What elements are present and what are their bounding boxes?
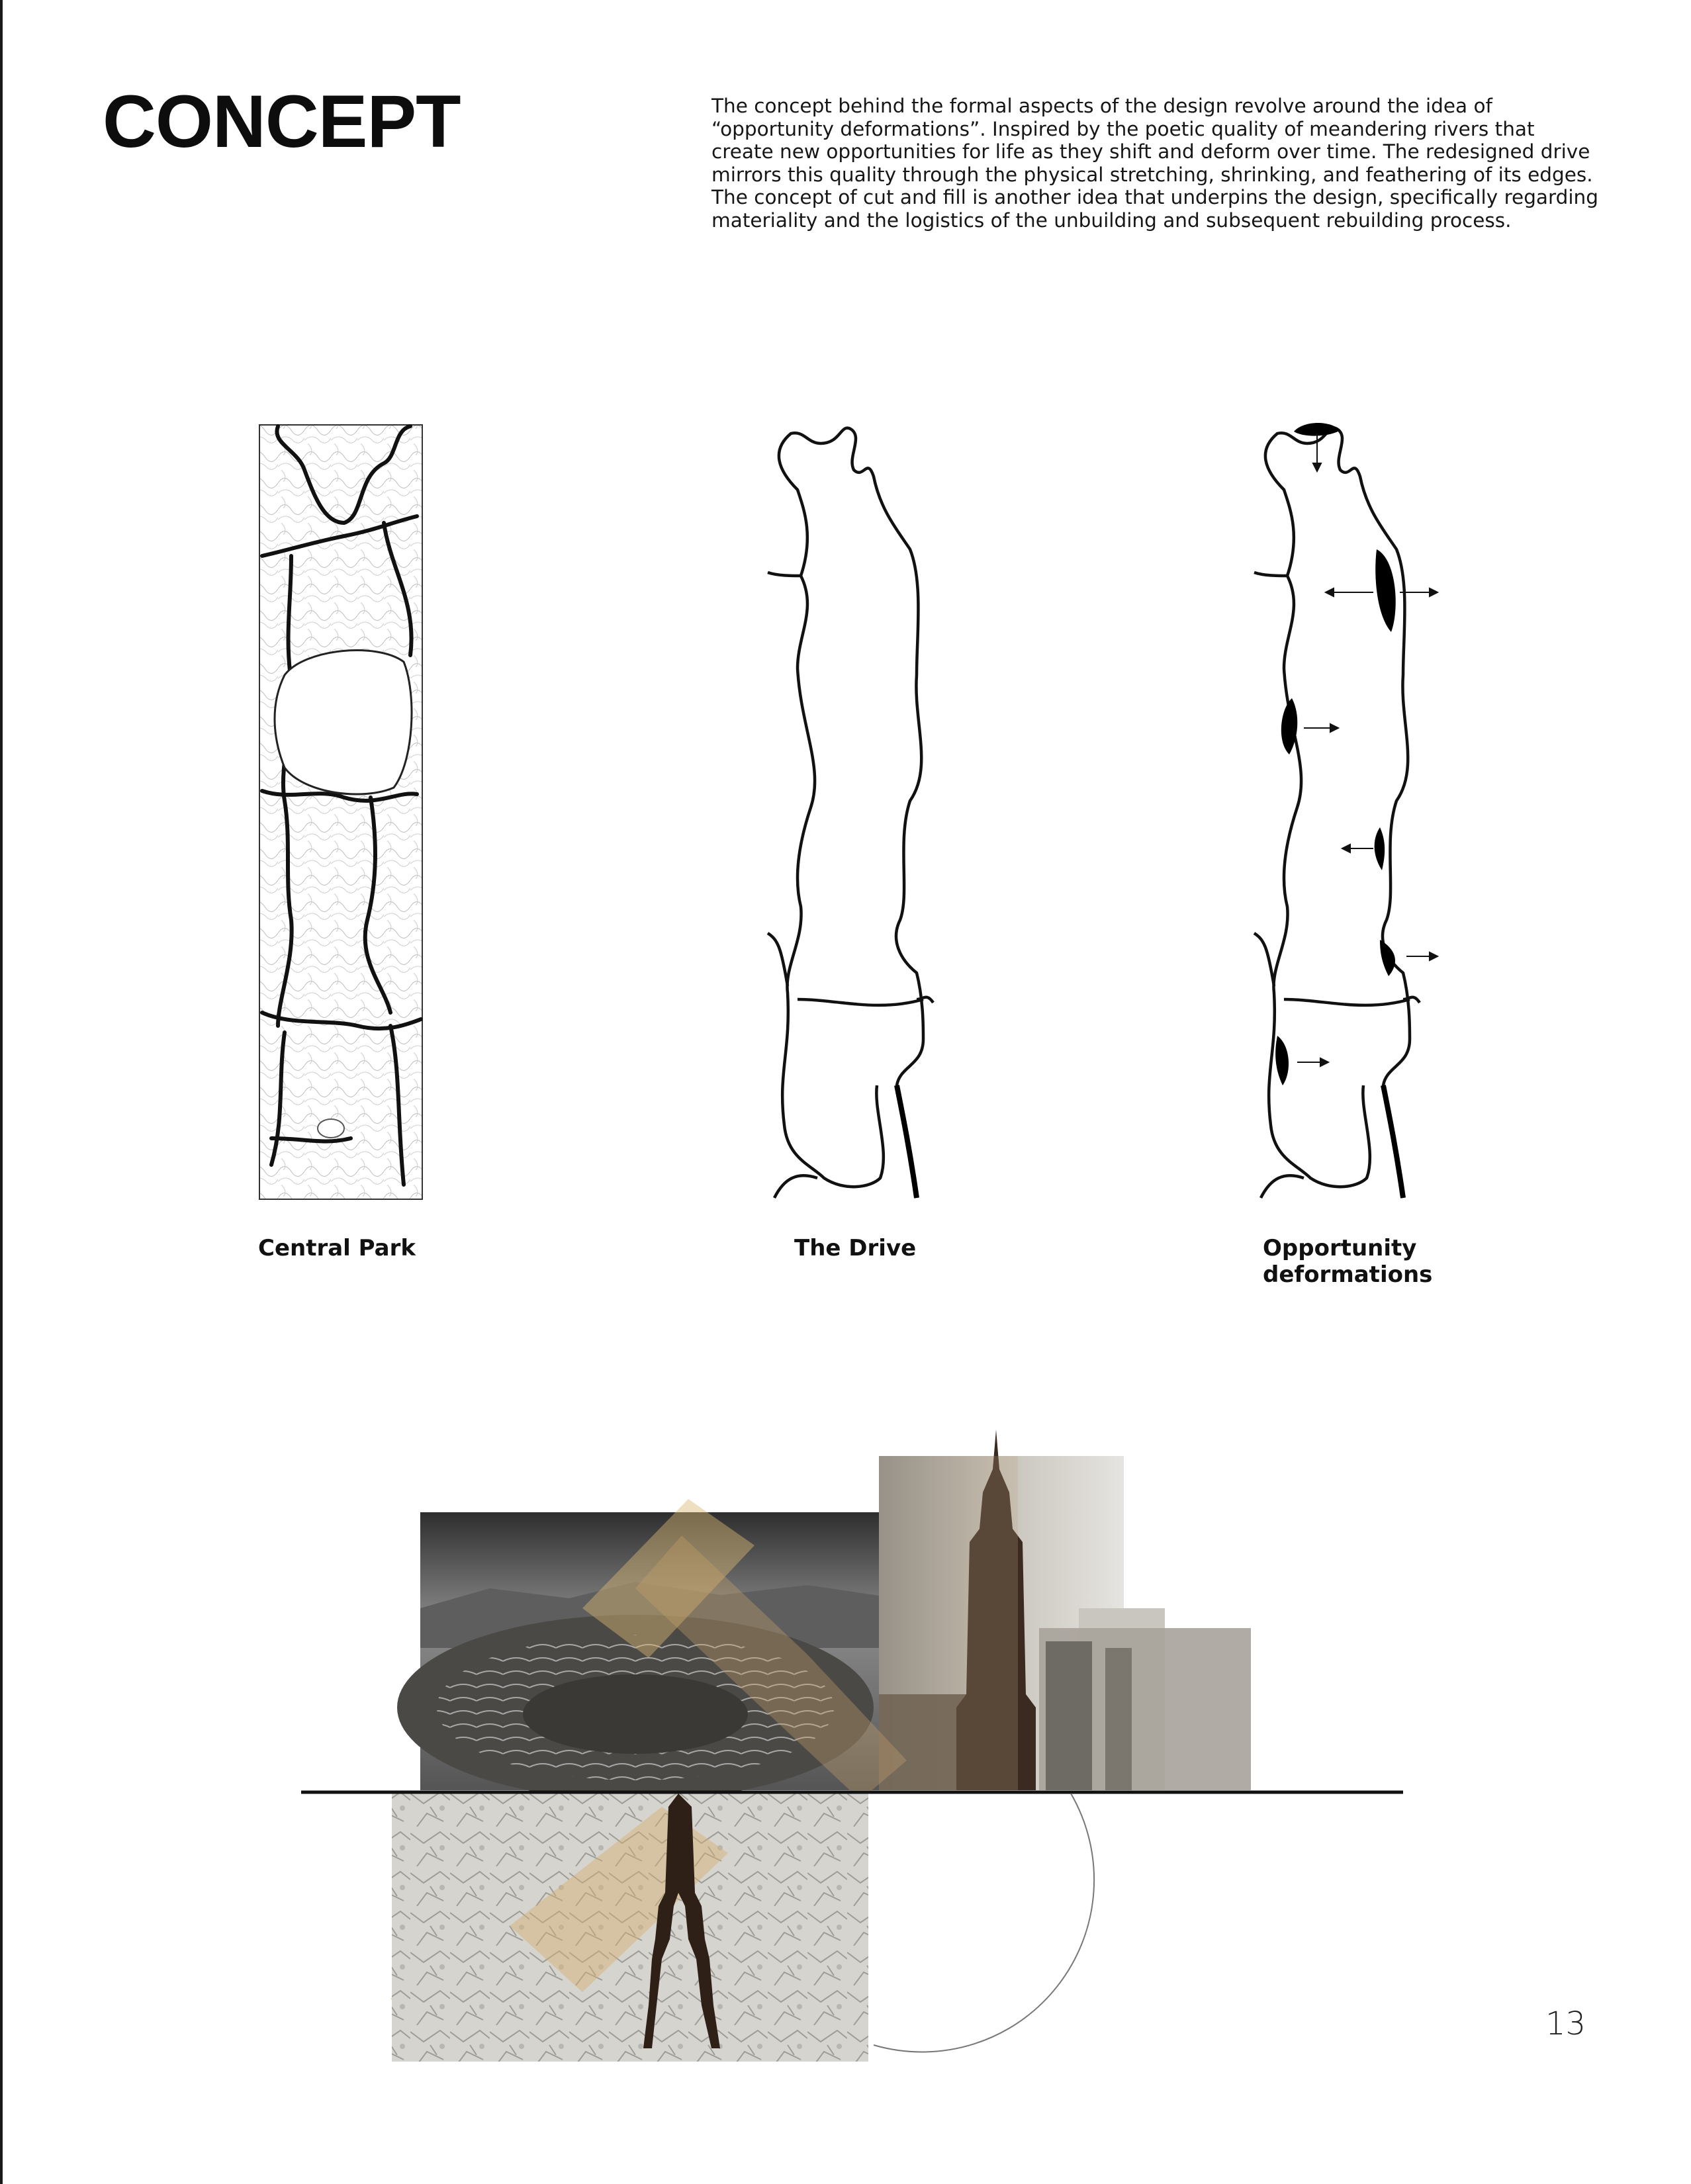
caption-central-park: Central Park bbox=[258, 1235, 416, 1261]
cut-and-fill-collage bbox=[291, 1430, 1416, 2065]
central-park-diagram bbox=[251, 417, 437, 1211]
page-title: CONCEPT bbox=[103, 80, 461, 163]
caption-the-drive: The Drive bbox=[794, 1235, 917, 1261]
page-edge-line bbox=[0, 0, 3, 2184]
page-number: 13 bbox=[1545, 2005, 1586, 2042]
opportunity-deformations-diagram bbox=[1244, 417, 1443, 1211]
the-drive-diagram bbox=[758, 417, 937, 1211]
intro-paragraph: The concept behind the formal aspects of the design revolve around the idea of “opportunity deformations”. Inspired by the poetic quality of meandering rivers that create new opportunities for life as they shift and deform over time. The redesigned drive mirrors this quality through the physical stretching, shrinking, and feathering of its edges. The concept of cut and fill is another idea that underpins the design, specifically regarding materiality and the logistics of the unbuilding and subsequent rebuilding process. bbox=[711, 95, 1598, 232]
caption-opportunity-deformations: Opportunity deformations bbox=[1263, 1235, 1433, 1288]
